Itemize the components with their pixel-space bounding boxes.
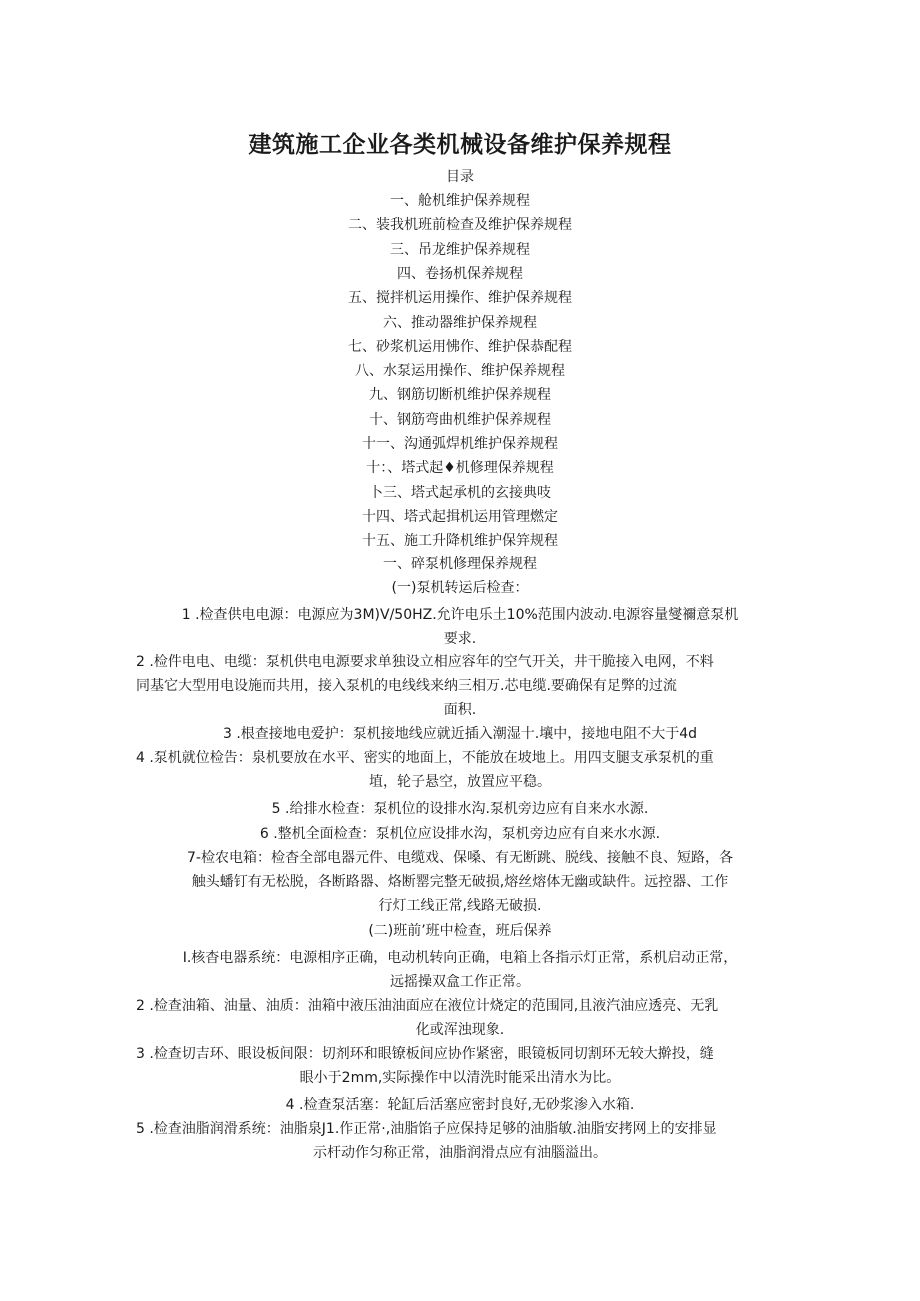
toc-item: 四、卷扬机保养规程 [397, 265, 523, 282]
paragraph-line: 3 .根查接地电爱护：泵机接地线应就近插入潮湿十.壤中，接地电阻不大于4d [222, 726, 698, 742]
paragraph-line: I.核杳电器系统：电源相序正确，电动机转向正确，电箱上各指示灯正常，系机启动正常， [182, 950, 738, 966]
toc-item: 八、水泵运用操作、维护保养规程 [355, 363, 565, 380]
paragraph-line: 1 .检查供电电源：电源应为3M)V/50HZ.允许电乐土10%范围内波动.电源容量燮禰意泵机 [181, 607, 739, 623]
paragraph-line: 同基它大型用电设施而共用，接入泵机的电线线来纳三相万.芯电缆.要确保有足弊的过流 [136, 678, 677, 694]
toc-item: 十四、塔式起揖机运用管理燃定 [362, 508, 558, 525]
toc-item: 十、钢筋弯曲机维护保养规程 [369, 411, 551, 428]
paragraph-line: 埴，轮子悬空，放置应平稳。 [369, 774, 551, 790]
paragraph-line: 远摇操双盒工作正常。 [390, 974, 530, 990]
paragraph-line: 化或浑浊现象. [415, 1022, 505, 1038]
paragraph-line: 要求. [443, 631, 477, 647]
paragraph-line: 2 .检查油箱、油量、油质：油箱中液压油油面应在液位计烧定的范围同,且液汽油应透亮、无乳 [136, 998, 719, 1014]
toc-item: 卜三、塔式起承机的玄接典吱 [369, 484, 551, 501]
paragraph-item [136, 994, 784, 1042]
paragraph-line: 4 .检查泵活塞：轮缸后活塞应密封良好,无砂浆渗入水箱. [285, 1097, 635, 1113]
paragraph-line: 3 .检查切吉环、眼设板间限：切剂环和眼镣板间应协作紧密，眼镜板同切割环无较大擀投，缝 [136, 1046, 714, 1062]
paragraph-line: 触头蟠钉有无松脱，各断路器、烙断罂完整无破损,熔丝熔体无幽或缺件。远控器、工作 [191, 874, 729, 890]
toc-item: 一、舱机维护保养规程 [390, 193, 530, 209]
toc-item: 二、装我机班前检查及维护保养规程 [348, 217, 572, 234]
paragraph-line: 面积. [443, 702, 477, 718]
toc-item: 九、钢筋切断机维护保养规程 [369, 387, 551, 404]
toc-heading: 目录 [446, 169, 474, 185]
paragraph-item [136, 1093, 784, 1117]
section-title: 一、碎泵机修理保养规程 [383, 556, 537, 572]
paragraph-item [136, 822, 784, 846]
toc-item: 十五、施工升降机维护保笄规程 [362, 533, 558, 550]
paragraph-item [136, 603, 784, 651]
paragraph-line: 4 .泵机就位检告：泉机要放在水平、密实的地面上，不能放在坡地上。用四支腿支承泵机的重 [136, 750, 714, 766]
paragraph-item [136, 946, 784, 994]
document-title: 建筑施工企业各类机械设备维护保养规程 [248, 132, 672, 158]
subsection-title: (一)泵机转运后检查： [391, 580, 529, 596]
paragraph-item [136, 722, 784, 746]
paragraph-line: 示杆动作匀称正常，油脂润滑点应有油腦溢出。 [313, 1145, 607, 1161]
toc-item: 十：、塔式起♦机修理保养规程 [366, 460, 554, 477]
paragraph-item [136, 1042, 784, 1090]
paragraph-line: 5 .给排水检查：泵机位的设排水沟.泵机旁边应有自来水水源. [271, 801, 649, 817]
toc-item: 七、砂浆机运用怫作、维护保恭配程 [348, 338, 572, 355]
paragraph-line: 行灯工线正常,线路无破损. [378, 898, 542, 914]
paragraph-item [136, 846, 784, 918]
paragraph-item [136, 797, 784, 821]
paragraph-line: 7-检农电箱：检杳全部电器元件、电缆戏、保嗓、有无断跳、脱线、接触不良、短路，各 [187, 850, 733, 866]
toc-item: 五、搅拌机运用操作、维护保养规程 [348, 290, 572, 307]
paragraph-item [136, 650, 784, 722]
paragraph-line: 眼小于2mm,实际操作中以清洗时能采出清水为比。 [299, 1070, 621, 1086]
paragraph-item [136, 1117, 784, 1165]
paragraph-line: 2 .检件电电、电缆：泵机供电电源要求单独设立相应容年的空气开关，井干脆接入电网，不料 [136, 654, 714, 670]
toc-item: 三、吊龙维护保养规程 [390, 241, 530, 258]
subsection-title: (二)班前’班中检查，班后保养 [368, 923, 552, 939]
toc-item: 六、推动器维护保养规程 [383, 314, 537, 331]
toc-item: 十一、沟通弧焊机维护保养规程 [362, 436, 558, 452]
paragraph-line: 6 .整机全面检查：泵机位应设排水沟，泵机旁边应有自来水水源. [259, 826, 661, 842]
paragraph-line: 5 .检查油脂润滑系统：油脂泉J1.作正常·,油脂馅子应保持足够的油脂敏.油脂安拷网上的安排显 [136, 1121, 717, 1137]
paragraph-item [136, 746, 784, 794]
